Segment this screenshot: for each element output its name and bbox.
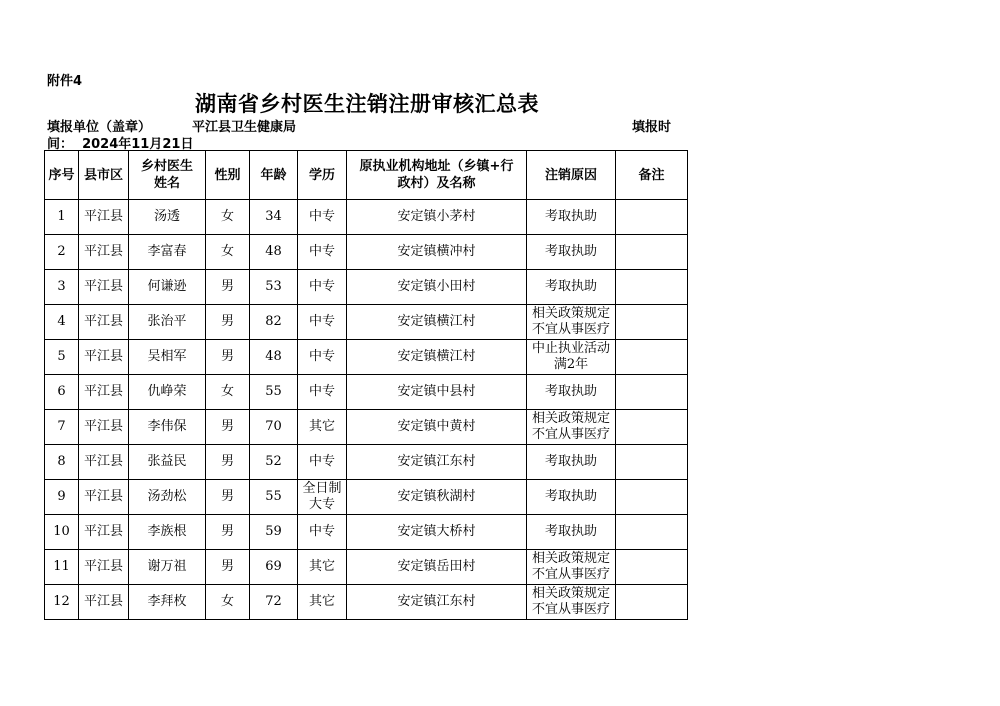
- cell-age: 82: [250, 305, 298, 340]
- cell-address: 安定镇江东村: [347, 445, 527, 480]
- attachment-label: 附件4: [47, 74, 83, 89]
- cell-education: 中专: [298, 305, 347, 340]
- cell-education: 中专: [298, 515, 347, 550]
- cell-name: 李族根: [129, 515, 206, 550]
- header-col-note: 备注: [616, 151, 688, 200]
- table-row: [45, 375, 688, 410]
- cell-age: 55: [250, 375, 298, 410]
- cell-county: 平江县: [79, 305, 129, 340]
- cell-age: 34: [250, 200, 298, 235]
- cell-education: 中专: [298, 340, 347, 375]
- table-row: [45, 270, 688, 305]
- cell-note: [616, 585, 688, 620]
- cell-reason: 中止执业活动 满2年: [527, 340, 616, 375]
- cell-no: 9: [45, 480, 79, 515]
- unit-label: 填报单位（盖章）: [47, 120, 152, 135]
- cell-reason: 考取执助: [527, 200, 616, 235]
- table-row: [45, 235, 688, 270]
- cell-county: 平江县: [79, 235, 129, 270]
- header-col-county: 县市区: [79, 151, 129, 200]
- cell-reason: 考取执助: [527, 235, 616, 270]
- cell-age: 70: [250, 410, 298, 445]
- cell-reason: 考取执助: [527, 270, 616, 305]
- cell-gender: 女: [206, 585, 250, 620]
- date-label: 填报时: [632, 120, 672, 135]
- cell-education: 其它: [298, 410, 347, 445]
- cell-age: 52: [250, 445, 298, 480]
- cell-note: [616, 515, 688, 550]
- cell-education: 其它: [298, 585, 347, 620]
- cell-name: 谢万祖: [129, 550, 206, 585]
- table-row: [45, 305, 688, 340]
- cell-note: [616, 410, 688, 445]
- unit-value: 平江县卫生健康局: [192, 120, 297, 135]
- cell-address: 安定镇小田村: [347, 270, 527, 305]
- header-col-gender: 性别: [206, 151, 250, 200]
- cell-reason: 考取执助: [527, 515, 616, 550]
- cell-education: 中专: [298, 375, 347, 410]
- header-col-age: 年龄: [250, 151, 298, 200]
- cell-address: 安定镇大桥村: [347, 515, 527, 550]
- cell-no: 6: [45, 375, 79, 410]
- cell-no: 3: [45, 270, 79, 305]
- header-col-no: 序号: [45, 151, 79, 200]
- cell-address: 安定镇中黄村: [347, 410, 527, 445]
- cell-name: 何谦逊: [129, 270, 206, 305]
- cell-county: 平江县: [79, 200, 129, 235]
- cell-note: [616, 550, 688, 585]
- table-row: [45, 200, 688, 235]
- cell-gender: 男: [206, 515, 250, 550]
- page-title: 湖南省乡村医生注销注册审核汇总表: [195, 92, 539, 116]
- cell-no: 2: [45, 235, 79, 270]
- cell-age: 55: [250, 480, 298, 515]
- cell-note: [616, 480, 688, 515]
- cell-county: 平江县: [79, 375, 129, 410]
- cell-note: [616, 305, 688, 340]
- cell-county: 平江县: [79, 585, 129, 620]
- cell-no: 12: [45, 585, 79, 620]
- cell-education: 全日制 大专: [298, 480, 347, 515]
- cell-age: 69: [250, 550, 298, 585]
- cell-county: 平江县: [79, 410, 129, 445]
- header-col-address: 原执业机构地址（乡镇+行 政村）及名称: [347, 151, 527, 200]
- cell-name: 李伟保: [129, 410, 206, 445]
- cell-name: 汤透: [129, 200, 206, 235]
- cell-county: 平江县: [79, 445, 129, 480]
- table-body: [45, 200, 688, 620]
- cell-reason: 考取执助: [527, 445, 616, 480]
- table-row: [45, 480, 688, 515]
- cell-reason: 相关政策规定 不宜从事医疗: [527, 410, 616, 445]
- cell-age: 48: [250, 340, 298, 375]
- cell-no: 10: [45, 515, 79, 550]
- cell-name: 汤劲松: [129, 480, 206, 515]
- cell-education: 中专: [298, 235, 347, 270]
- cell-name: 张治平: [129, 305, 206, 340]
- cell-county: 平江县: [79, 515, 129, 550]
- cell-gender: 女: [206, 200, 250, 235]
- cell-age: 72: [250, 585, 298, 620]
- cell-note: [616, 375, 688, 410]
- cell-address: 安定镇小茅村: [347, 200, 527, 235]
- table-row: [45, 550, 688, 585]
- cell-gender: 男: [206, 445, 250, 480]
- cell-no: 5: [45, 340, 79, 375]
- cell-address: 安定镇岳田村: [347, 550, 527, 585]
- cell-age: 53: [250, 270, 298, 305]
- cell-age: 59: [250, 515, 298, 550]
- table-row: [45, 515, 688, 550]
- cell-reason: 相关政策规定 不宜从事医疗: [527, 550, 616, 585]
- cell-note: [616, 445, 688, 480]
- cell-address: 安定镇秋湖村: [347, 480, 527, 515]
- cell-education: 中专: [298, 200, 347, 235]
- cell-county: 平江县: [79, 550, 129, 585]
- cell-county: 平江县: [79, 340, 129, 375]
- cell-note: [616, 200, 688, 235]
- cell-gender: 男: [206, 305, 250, 340]
- cell-name: 吴相军: [129, 340, 206, 375]
- cell-county: 平江县: [79, 480, 129, 515]
- cell-address: 安定镇横冲村: [347, 235, 527, 270]
- header-col-reason: 注销原因: [527, 151, 616, 200]
- cell-note: [616, 340, 688, 375]
- cell-note: [616, 235, 688, 270]
- cell-name: 张益民: [129, 445, 206, 480]
- cell-gender: 男: [206, 550, 250, 585]
- cell-reason: 相关政策规定 不宜从事医疗: [527, 305, 616, 340]
- date-label-continued: 间：: [47, 137, 74, 152]
- header-col-name: 乡村医生 姓名: [129, 151, 206, 200]
- table-row: [45, 585, 688, 620]
- cell-gender: 男: [206, 410, 250, 445]
- cell-gender: 男: [206, 480, 250, 515]
- cell-no: 1: [45, 200, 79, 235]
- header-col-education: 学历: [298, 151, 347, 200]
- cell-education: 中专: [298, 270, 347, 305]
- date-value: 2024年11月21日: [82, 137, 194, 152]
- cell-name: 仇峥荣: [129, 375, 206, 410]
- cell-no: 8: [45, 445, 79, 480]
- table-row: [45, 410, 688, 445]
- table-row: [45, 340, 688, 375]
- cell-note: [616, 270, 688, 305]
- table-header-row: [45, 151, 688, 200]
- cell-reason: 考取执助: [527, 480, 616, 515]
- cell-address: 安定镇中县村: [347, 375, 527, 410]
- cell-reason: 相关政策规定 不宜从事医疗: [527, 585, 616, 620]
- summary-table: [44, 150, 688, 620]
- cell-name: 李拜枚: [129, 585, 206, 620]
- cell-address: 安定镇横江村: [347, 305, 527, 340]
- table-row: [45, 445, 688, 480]
- cell-education: 其它: [298, 550, 347, 585]
- cell-gender: 男: [206, 270, 250, 305]
- cell-age: 48: [250, 235, 298, 270]
- cell-education: 中专: [298, 445, 347, 480]
- cell-address: 安定镇横江村: [347, 340, 527, 375]
- cell-no: 7: [45, 410, 79, 445]
- cell-no: 11: [45, 550, 79, 585]
- cell-address: 安定镇江东村: [347, 585, 527, 620]
- cell-gender: 男: [206, 340, 250, 375]
- cell-name: 李富春: [129, 235, 206, 270]
- cell-county: 平江县: [79, 270, 129, 305]
- cell-reason: 考取执助: [527, 375, 616, 410]
- cell-gender: 女: [206, 375, 250, 410]
- cell-no: 4: [45, 305, 79, 340]
- cell-gender: 女: [206, 235, 250, 270]
